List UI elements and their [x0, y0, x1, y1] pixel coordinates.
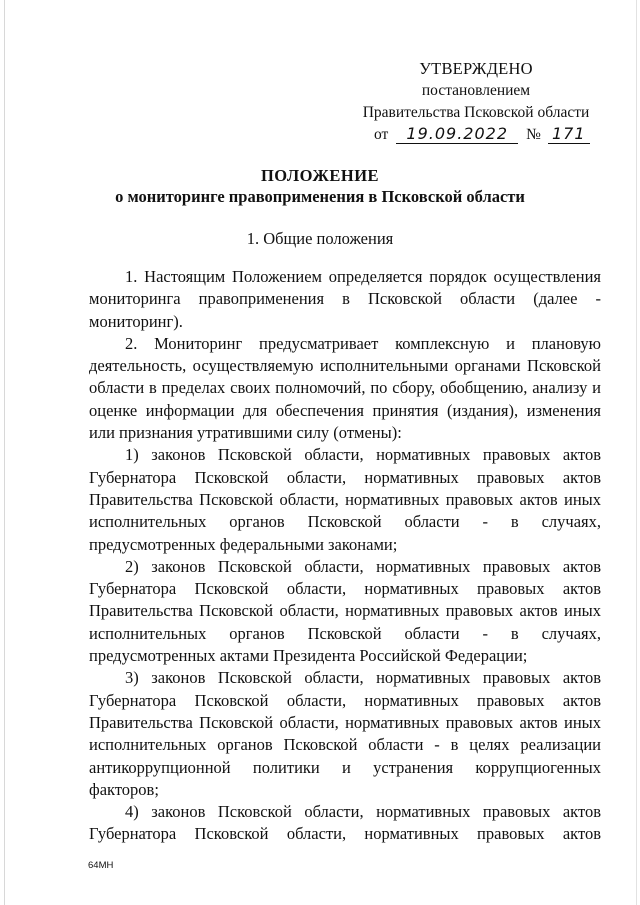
list-item-4: 4) законов Псковской области, нормативных правовых актов Губернатора Псковской области, нормативных правовых актов [89, 802, 601, 844]
scan-edge-left [4, 0, 5, 905]
approval-heading: УТВЕРЖДЕНО [419, 59, 533, 78]
number-prefix: № [526, 126, 541, 143]
approval-authority: Правительства Псковской области [362, 104, 590, 121]
paragraph-1: 1. Настоящим Положением определяется порядок осуществления мониторинга правоприменения в Псковской области (далее - мониторинг). [89, 267, 601, 331]
document-subtitle: о мониторинге правоприменения в Псковской области [115, 187, 525, 206]
list-item-3: 3) законов Псковской области, нормативных правовых актов Губернатора Псковской области, нормативных правовых актов Правительства Псковской области, нормативных правовых актов иных исполнительных органов Псковской области - в целях реализации антикоррупционной политики и устранения коррупциогенных факторов; [89, 668, 601, 799]
approval-by: постановлением [421, 82, 531, 99]
paragraph-2: 2. Мониторинг предусматривает комплексную и плановую деятельность, осуществляемую исполнительными органами Псковской области в пределах своих полномочий, по сбору, обобщению, анализу и оценке информации для обеспечения принятия (издания), изменения или признания утратившими силу (отмены): [89, 333, 601, 443]
document-body [89, 266, 601, 846]
footer-code: 64МН [88, 860, 114, 871]
approval-block [360, 58, 592, 146]
approval-date-line [360, 124, 592, 146]
document-title: ПОЛОЖЕНИЕ [260, 166, 380, 185]
scan-edge-right [636, 0, 637, 905]
section-heading: 1. Общие положения [246, 229, 394, 248]
list-item-1: 1) законов Псковской области, нормативных правовых актов Губернатора Псковской области, нормативных правовых актов Правительства Псковской области, нормативных правовых актов иных исполнительных органов Псковской области - в случаях, предусмотренных федеральными законами; [89, 445, 601, 554]
handwritten-date: 19.09.2022 [396, 125, 518, 144]
list-item-2: 2) законов Псковской области, нормативных правовых актов Губернатора Псковской области, нормативных правовых актов Правительства Псковской области, нормативных правовых актов иных исполнительных органов Псковской области - в случаях, предусмотренных актами Президента Российской Федерации; [89, 556, 601, 666]
date-prefix: от [374, 126, 389, 143]
handwritten-number: 171 [548, 125, 590, 144]
